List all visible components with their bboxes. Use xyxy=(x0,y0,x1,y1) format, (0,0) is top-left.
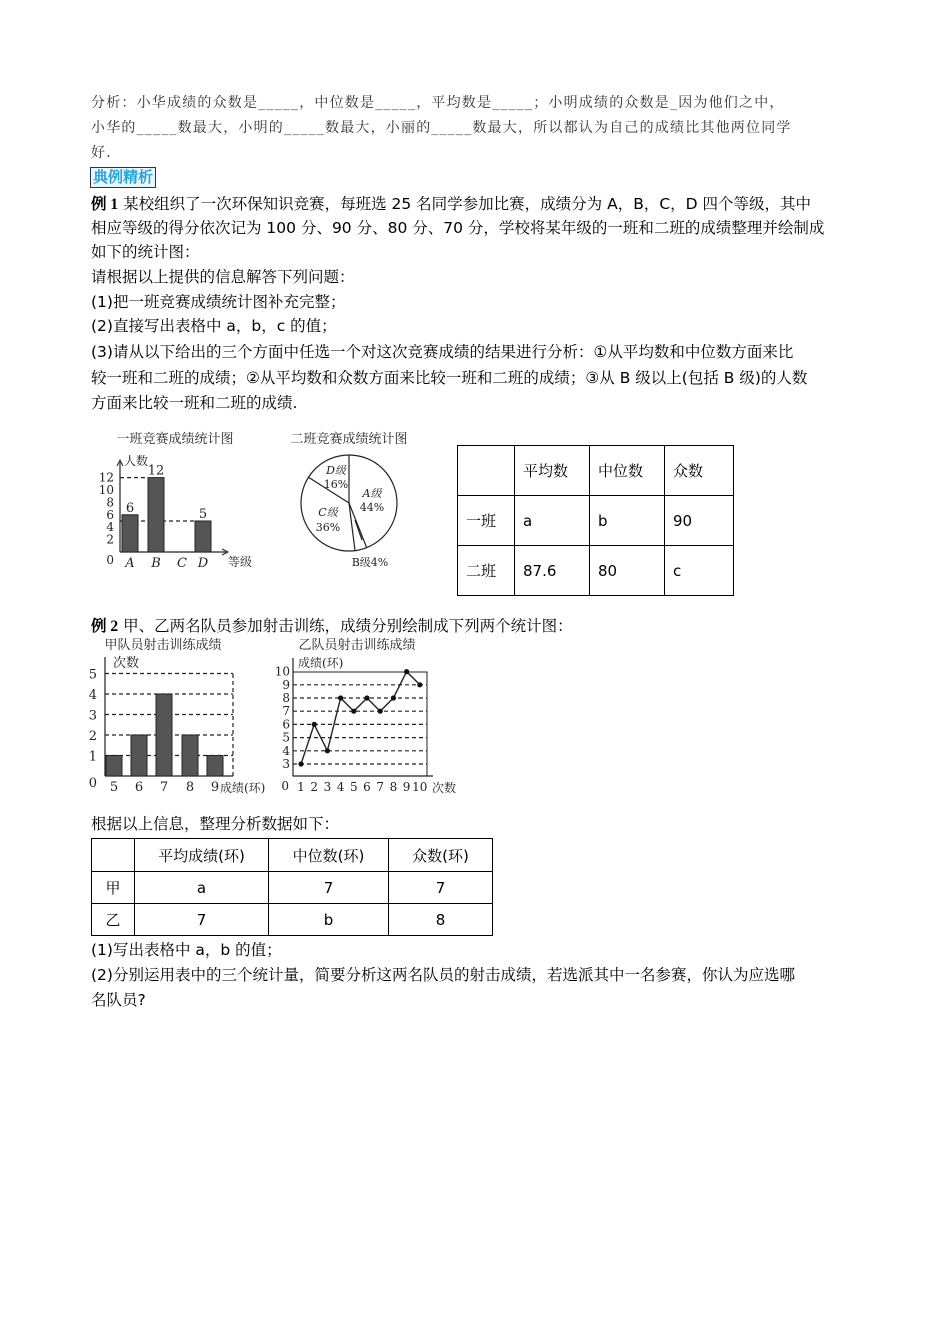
bar xyxy=(195,521,211,552)
table-cell: 87.6 xyxy=(515,546,590,596)
y-tick-label: 0 xyxy=(88,776,97,791)
y-axis-label: 成绩(环) xyxy=(298,656,344,670)
chart-title: 一班竞赛成绩统计图 xyxy=(116,432,234,447)
data-point xyxy=(404,669,409,674)
example-2-table xyxy=(91,838,493,936)
pie-slice-value: 16% xyxy=(323,478,349,491)
y-tick-label: 8 xyxy=(282,691,290,705)
x-tick-label: 1 xyxy=(297,780,305,794)
data-point xyxy=(378,709,383,714)
y-tick-label: 8 xyxy=(106,495,114,510)
table-cell: a xyxy=(515,496,590,546)
analysis-line: 分析：小华成绩的众数是_____，中位数是_____，平均数是_____；小明成绩的众数是_因为他们之中， xyxy=(91,95,785,111)
bar xyxy=(207,756,223,777)
data-point xyxy=(312,722,317,727)
y-tick-label: 9 xyxy=(282,677,290,692)
x-tick-label: 5 xyxy=(109,780,119,795)
bar xyxy=(122,515,138,552)
data-label: 12 xyxy=(147,463,165,479)
question-3-cont: 方面来比较一班和二班的成绩. xyxy=(91,394,298,412)
table-cell: 一班 xyxy=(458,496,515,546)
data-point xyxy=(325,748,330,753)
x-axis-label: 成绩(环) xyxy=(220,781,266,795)
y-tick-label: 4 xyxy=(88,688,97,703)
x-tick-label: 6 xyxy=(134,780,144,795)
data-label: 5 xyxy=(198,507,208,522)
analysis-line: 小华的_____数最大，小明的_____数最大，小丽的_____数最大，所以都认为自己的成绩比其他两位同学 xyxy=(91,120,792,136)
y-tick-label: 10 xyxy=(98,483,114,497)
question-2: (2)分别运用表中的三个统计量，简要分析这两名队员的射击成绩，若选派其中一名参赛，你认为应选哪 xyxy=(91,966,795,984)
question-1: (1)写出表格中 a，b 的值； xyxy=(91,941,282,959)
x-tick-label: 2 xyxy=(310,780,319,794)
table-cell: 7 xyxy=(389,872,493,904)
x-tick-label: 4 xyxy=(336,780,345,794)
example-label: 例 1 xyxy=(91,196,119,213)
y-tick-label: 6 xyxy=(282,717,290,732)
table-cell: b xyxy=(269,904,389,936)
example-1-table xyxy=(457,445,734,596)
table-header-row xyxy=(458,446,734,496)
chart-title: 乙队员射击训练成绩 xyxy=(298,638,416,653)
data-point xyxy=(338,695,343,700)
x-tick-label: 7 xyxy=(376,780,385,794)
summary-text: 根据以上信息，整理分析数据如下： xyxy=(91,815,340,833)
pie-slice-label: D级 xyxy=(326,464,346,477)
y-tick-label: 0 xyxy=(106,553,114,567)
example-1-line: 相应等级的得分依次记为 100 分、90 分、80 分、70 分，学校将某年级的一班和二班的成绩整理并绘制成 xyxy=(91,219,825,237)
data-label: 6 xyxy=(125,500,135,516)
text: 某校组织了一次环保知识竞赛，每班选 25 名同学参加比赛，成绩分为 A，B，C，D 四个等级，其中 xyxy=(123,195,812,213)
question-1: (1)把一班竞赛成绩统计图补充完整； xyxy=(91,293,346,311)
question-3-cont: 较一班和二班的成绩；②从平均数和众数方面来比较一班和二班的成绩；③从 B 级以上(包括 B 级)的人数 xyxy=(91,369,808,387)
table-cell: 众数(环) xyxy=(389,839,493,872)
y-tick-label: 2 xyxy=(88,729,97,744)
data-point xyxy=(298,761,303,766)
table-row xyxy=(92,872,493,904)
bar xyxy=(131,735,147,776)
table-cell: 7 xyxy=(269,872,389,904)
analysis-line: 好. xyxy=(91,145,112,161)
table-cell: c xyxy=(665,546,734,596)
x-tick-label: 6 xyxy=(363,780,371,794)
y-tick-label: 6 xyxy=(106,507,114,522)
bar xyxy=(182,735,198,776)
x-tick-label: 3 xyxy=(323,780,332,794)
table-row xyxy=(458,496,734,546)
example-2-intro xyxy=(91,615,573,638)
pie-slice-value: 44% xyxy=(359,501,385,514)
x-tick-label: 5 xyxy=(349,780,358,794)
bar xyxy=(156,694,172,776)
x-tick-label: C xyxy=(177,556,187,571)
y-axis-label: 人数 xyxy=(124,454,149,468)
question-2-cont: 名队员? xyxy=(91,991,146,1009)
x-tick-label: 8 xyxy=(389,780,398,794)
table-row xyxy=(92,904,493,936)
table-row xyxy=(458,546,734,596)
example-label: 例 2 xyxy=(91,618,119,635)
x-tick-label: 9 xyxy=(402,780,411,794)
table-cell: 平均数 xyxy=(515,446,590,496)
pie-slice-label: B级4% xyxy=(351,556,389,569)
y-tick-label: 5 xyxy=(88,667,97,683)
y-axis-label: 次数 xyxy=(113,656,140,671)
bar xyxy=(106,756,122,777)
y-tick-label: 5 xyxy=(282,730,290,745)
x-tick-label: 7 xyxy=(159,780,169,795)
y-tick-label: 7 xyxy=(282,704,290,719)
table-cell: 平均成绩(环) xyxy=(135,839,269,872)
table-cell: a xyxy=(135,872,269,904)
y-tick-label: 10 xyxy=(274,664,290,679)
data-point xyxy=(391,695,396,700)
y-tick-label: 2 xyxy=(106,532,114,547)
x-axis-label: 次数 xyxy=(432,781,457,795)
table-cell: 中位数 xyxy=(590,446,665,496)
y-tick-label: 12 xyxy=(98,470,114,485)
table-cell: 二班 xyxy=(458,546,515,596)
table-cell: 8 xyxy=(389,904,493,936)
example-1-line: 如下的统计图： xyxy=(91,243,200,261)
table-cell: 90 xyxy=(665,496,734,546)
example-1-line: 请根据以上提供的信息解答下列问题： xyxy=(91,268,355,286)
y-tick-label: 4 xyxy=(106,520,114,535)
table-cell xyxy=(458,446,515,496)
series-line xyxy=(301,672,420,764)
x-tick-label: 10 xyxy=(412,780,428,794)
x-tick-label: A xyxy=(125,556,135,571)
y-tick-label: 1 xyxy=(88,749,97,765)
question-2: (2)直接写出表格中 a，b，c 的值； xyxy=(91,317,337,335)
bar xyxy=(148,478,164,552)
y-tick-label: 3 xyxy=(282,757,290,771)
x-tick-label: 9 xyxy=(210,780,220,795)
data-point xyxy=(417,682,422,687)
table-cell xyxy=(92,839,135,872)
table-cell: 7 xyxy=(135,904,269,936)
table-cell: 中位数(环) xyxy=(269,839,389,872)
x-tick-label: B xyxy=(151,556,161,571)
pie-slice-value: 36% xyxy=(315,521,341,534)
table-cell: 甲 xyxy=(92,872,135,904)
table-cell: b xyxy=(590,496,665,546)
data-point xyxy=(351,709,356,714)
x-tick-label: 8 xyxy=(185,780,195,795)
origin-label: 0 xyxy=(281,779,289,793)
x-axis-label: 等级 xyxy=(228,555,253,569)
table-cell: 乙 xyxy=(92,904,135,936)
x-tick-label: D xyxy=(197,556,209,571)
y-tick-label: 3 xyxy=(88,708,97,724)
chart-title: 二班竞赛成绩统计图 xyxy=(290,432,408,447)
y-tick-label: 4 xyxy=(282,743,290,758)
question-3: (3)请从以下给出的三个方面中任选一个对这次竞赛成绩的结果进行分析：①从平均数和中位数方面来比 xyxy=(91,343,794,361)
pie-slice-label: C级 xyxy=(318,506,338,519)
table-header-row xyxy=(92,839,493,872)
table-cell: 众数 xyxy=(665,446,734,496)
text: 甲、乙两名队员参加射击训练，成绩分别绘制成下列两个统计图： xyxy=(123,617,573,635)
chart-title: 甲队员射击训练成绩 xyxy=(104,638,222,653)
section-tag: 典例精析 xyxy=(90,167,156,188)
pie-slice-label: A级 xyxy=(362,487,382,500)
data-point xyxy=(364,695,369,700)
table-cell: 80 xyxy=(590,546,665,596)
